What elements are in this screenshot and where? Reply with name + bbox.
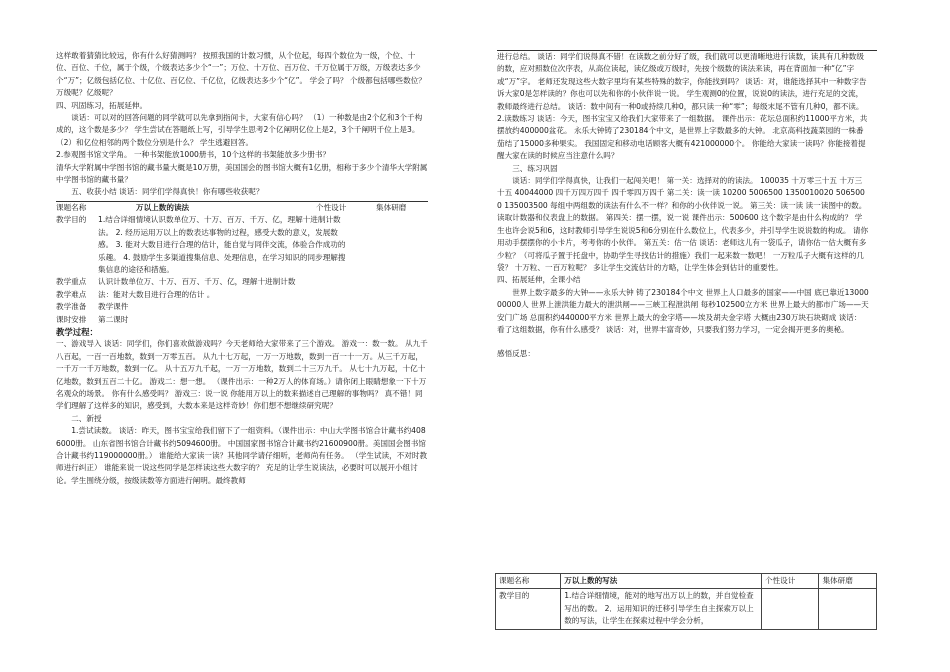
right-paragraph-1: 进行总结。 谈话：同学们说得真不错！在读数之前分好了级，我们就可以更清晰地进行读数，读具有几种数级的数，应对照数位次序表，从高位读起，读亿级或万级时，先按个级数的读法来读，再在背面加一种“亿”字或“万”字。 老师还发现这些大数字里均有某些特殊的数字，你能找到吗？ 谈话：对，谁能选择其中一种数字告诉大家0是怎样读的？你也可以先和你的小伙伴说一说。 学生观测0的位置，说说0的读法，进行充足的交流，教师最终进行总结。 谈话：数中间有一种0或持续几种0，都只读一种“零”；每级末尾不管有几种0，都不读。 2.读数练习 谈话：今天，图书宝宝又给我们大家带来了一组数据。 课件出示：花坛总面积约11000平方米，共摆放约400000盆花。 永乐大钟铸了230184个中文，是世界上字数最多的大钟。 北京高科技蔬菜园的一株番茄结了15000多种果实。 我国固定和移动电话顾客大概有421000000个。 你能给大家读一读吗？你能接着提醒大家在读的时候应当注意什么吗？ [497, 52, 868, 161]
key-label: 教学重点 [56, 277, 87, 287]
plan2-personal: 个性设计 [761, 574, 819, 589]
personal-design-label: 个性设计 [316, 202, 347, 212]
key-text: 认识计数单位万、十万、百万、千万、亿，理解十进制计数 [98, 277, 296, 287]
right-column [497, 0, 869, 626]
section4-right-text: 世界上数字最多的大钟——永乐大钟 铸了230184个中文 世界上人口最多的国家——中国 底已靠近1300000000人 世界上泄洪能力最大的泄洪闸——三峡工程泄洪闸 每秒102500立方米 世界上最大的都市广场——天安门广场 总面积约440000平方米 世界上最大的金字塔——埃及胡夫金字塔 大概由230万块石块砌成 谈话：看了这组数据，你有什么感受？ 谈话：对，世界丰富奇妙，只要我们努力学习，一定会揭开更多的奥秘。 [497, 287, 869, 334]
hard-text: 法：能对大数目进行合理的估计 。 [98, 289, 215, 299]
preparation-row [56, 301, 428, 313]
plan2-group: 集体研磨 [819, 574, 877, 589]
plan2-group-cell [819, 589, 877, 629]
topic-label: 课题名称 [56, 202, 87, 212]
section2-new-lesson: 1.尝试读数。 谈话：昨天，图书宝宝给我们留下了一组资料。（课件出示：中山大学图书馆合计藏书约4086000册。 山东省图书馆合计藏书约5094600册。 中国国家图书馆合计藏书约21600900册。美国国会图书馆合计藏书约119000000册。） 谁能给大家读一读？其他同学请仔细听，老师尚有任务。 （学生试读，不对时教师进行纠正） 谁能来说一说这些同学是怎样读这些大数字的？ 充足的让学生说读法，必要时可以展开小组讨论。学生围绕分级，按级读数等方面进行阐明。最终教师 [56, 426, 428, 485]
plan2-topic-label: 课题名称 [496, 574, 561, 589]
key-point-row [56, 276, 428, 288]
goals-text: 1.结合详细情境认识数单位万、十万、百万、千万、亿，理解十进制计数法。 2. 经历运用万以上的数表达事物的过程，感受大数的意义，发展数感。 3. 能对大数目进行合理的估计，能自觉与同伴交流，体验合作成功的乐趣。 4. 鼓励学生多渠道搜集信息、处理信息，在学习知识的同步理解搜集信息的途径和措施。 [98, 215, 346, 274]
section4-right-title: 四、拓展延伸，全课小结 [497, 275, 581, 285]
reflection-label: 感悟反思： [497, 349, 535, 359]
topic-title: 万以上数的读法 [136, 202, 190, 212]
group-review-label: 集体研磨 [376, 202, 407, 212]
section4-title: 四、巩固练习，拓展延伸。 [56, 100, 148, 110]
plan2-goals-text: 1.结合详细情境，能对的地写出万以上的数，并自觉检查写出的数。 2．运用知识的迁移引导学生自主探索万以上数的写法，让学生在探索过程中学会分析， [561, 589, 762, 629]
section5-summary: 五、收获小结 谈话：同学们学得真快！你有哪些收获呢？ [71, 187, 264, 197]
lesson-plan-2-table [495, 573, 877, 630]
difficulty-row [56, 289, 428, 301]
prep-label: 教学准备 [56, 302, 87, 312]
plan2-personal-cell [761, 589, 819, 629]
schedule-row [56, 314, 428, 326]
section4-paragraph-2: 2.参观图书馆文学角。 一种书架能放1000册书，10个这样的书架能放多少册书？ [56, 150, 331, 160]
plan2-topic: 万以上数的写法 [561, 574, 762, 589]
process-title: 教学过程： [56, 326, 98, 337]
prep-text: 教学课件 [98, 302, 129, 312]
intro-paragraph: 这样敢着猜猜比较远，你有什么好猜测吗？ 按照我国的计数习惯，从个位起，每四个数位为一级，个位、十位、百位、千位，属于个级，个级表达多少个“一”；万位、十万位、百万位、千万位属于万级，万级表达多少个“万”；亿级包括亿位、十亿位、百亿位、千亿位，亿级表达多少个“亿”。 学会了吗？ 个级都包括哪些数位？万级呢？亿级呢？ [56, 51, 426, 98]
teaching-goals-row [56, 214, 428, 276]
lesson-plan-header [56, 201, 428, 214]
plan2-header-row [496, 574, 877, 589]
plan2-goals-row [496, 589, 877, 629]
hard-label: 教学难点 [56, 289, 87, 299]
section3-title: 三、练习巩固 [512, 163, 558, 173]
left-column [56, 0, 428, 487]
time-label: 课时安排 [56, 314, 87, 324]
section4-paragraph-1: 谈话：可以对的回答问题的同学就可以先拿到指间卡，大家有信心吗？ （1）一种数是由2个亿和3个千构成的，这个数是多少？ 学生尝试在答题纸上写，引导学生思考2个亿阐明亿位上是2，3个千阐明千位上是3。 （2）和亿位相邻的两个数位分别是什么？ 学生逃避回答。 [56, 113, 423, 147]
plan2-goals-label: 教学目的 [496, 589, 561, 629]
goals-label: 教学目的 [56, 215, 87, 225]
section4-paragraph-3: 清华大学附属中学图书馆的藏书量大概是10万册，美国国会的图书馆大概有1亿册，相称于多少个清华大学附属中学图书馆的藏书量？ [56, 162, 428, 185]
section2-title: 二、新授 [71, 413, 102, 423]
section1-game-intro: 一、游戏导入 谈话：同学们，你们喜欢做游戏吗？今天老师给大家带来了三个游戏。 游戏一：数一数。 从九千八百起，一百一百地数，数到一万零五百。 从九十七万起，一万一万地数，数到一百一十一万。从三千万起，一千万一千万地数，数到一亿。 从十五万九千起，一万一万地数，数到二十三万九千。 从七十九万起，十亿十亿地数，数到五百二十亿。 游戏二：想一想。 （课件出示：一种2万人的体育场。）请你闭上眼睛想象一下十万名观众的场景。 你有什么感受吗？ 游戏三：说一说 你能用万以上的数来描述自己理解的事物吗？ 真不错！同学们理解了这样多的知识，感受到，大数本来是这样奇妙！你们想不想继续研究呢？ [56, 339, 428, 411]
time-text: 第二课时 [98, 314, 129, 324]
section3-practice: 谈话：同学们学得真快，让我们一起闯关吧！ 第一关：选择对的的读法。 100035 十万零三十五 十万三十五 40044000 四千万四万四千 四千零四万四千 第二关：读一读 10200 5006500 1350010020 5065000 135003500 每组中两组数的读法有什么不一样？和你的小伙伴说一说。 第三关：读一读 读一读图中的数。 读取计数器和仪表盘上的数据。 第四关：摆一摆，说一说 课件出示：500600 这个数字是由什么构成的？ 学生也许会说5和6，这时教师引导学生说说5和6分别在什么数位上，代表多少，并引导学生说说数的构成。 请你用动手摆摆你的小卡片，考考你的小伙伴。 第五关：估一估 谈话：老师这儿有一袋瓜子，请你估一估大概有多少粒？（可将瓜子置于托盘中，协助学生寻找估计的措施）我们一起来数一数吧！ 一万粒瓜子大概有这样的几袋？ 十万粒、一百万粒呢？ 多让学生交流估计的方略，让学生体会到估计的重要性。 [497, 176, 869, 272]
